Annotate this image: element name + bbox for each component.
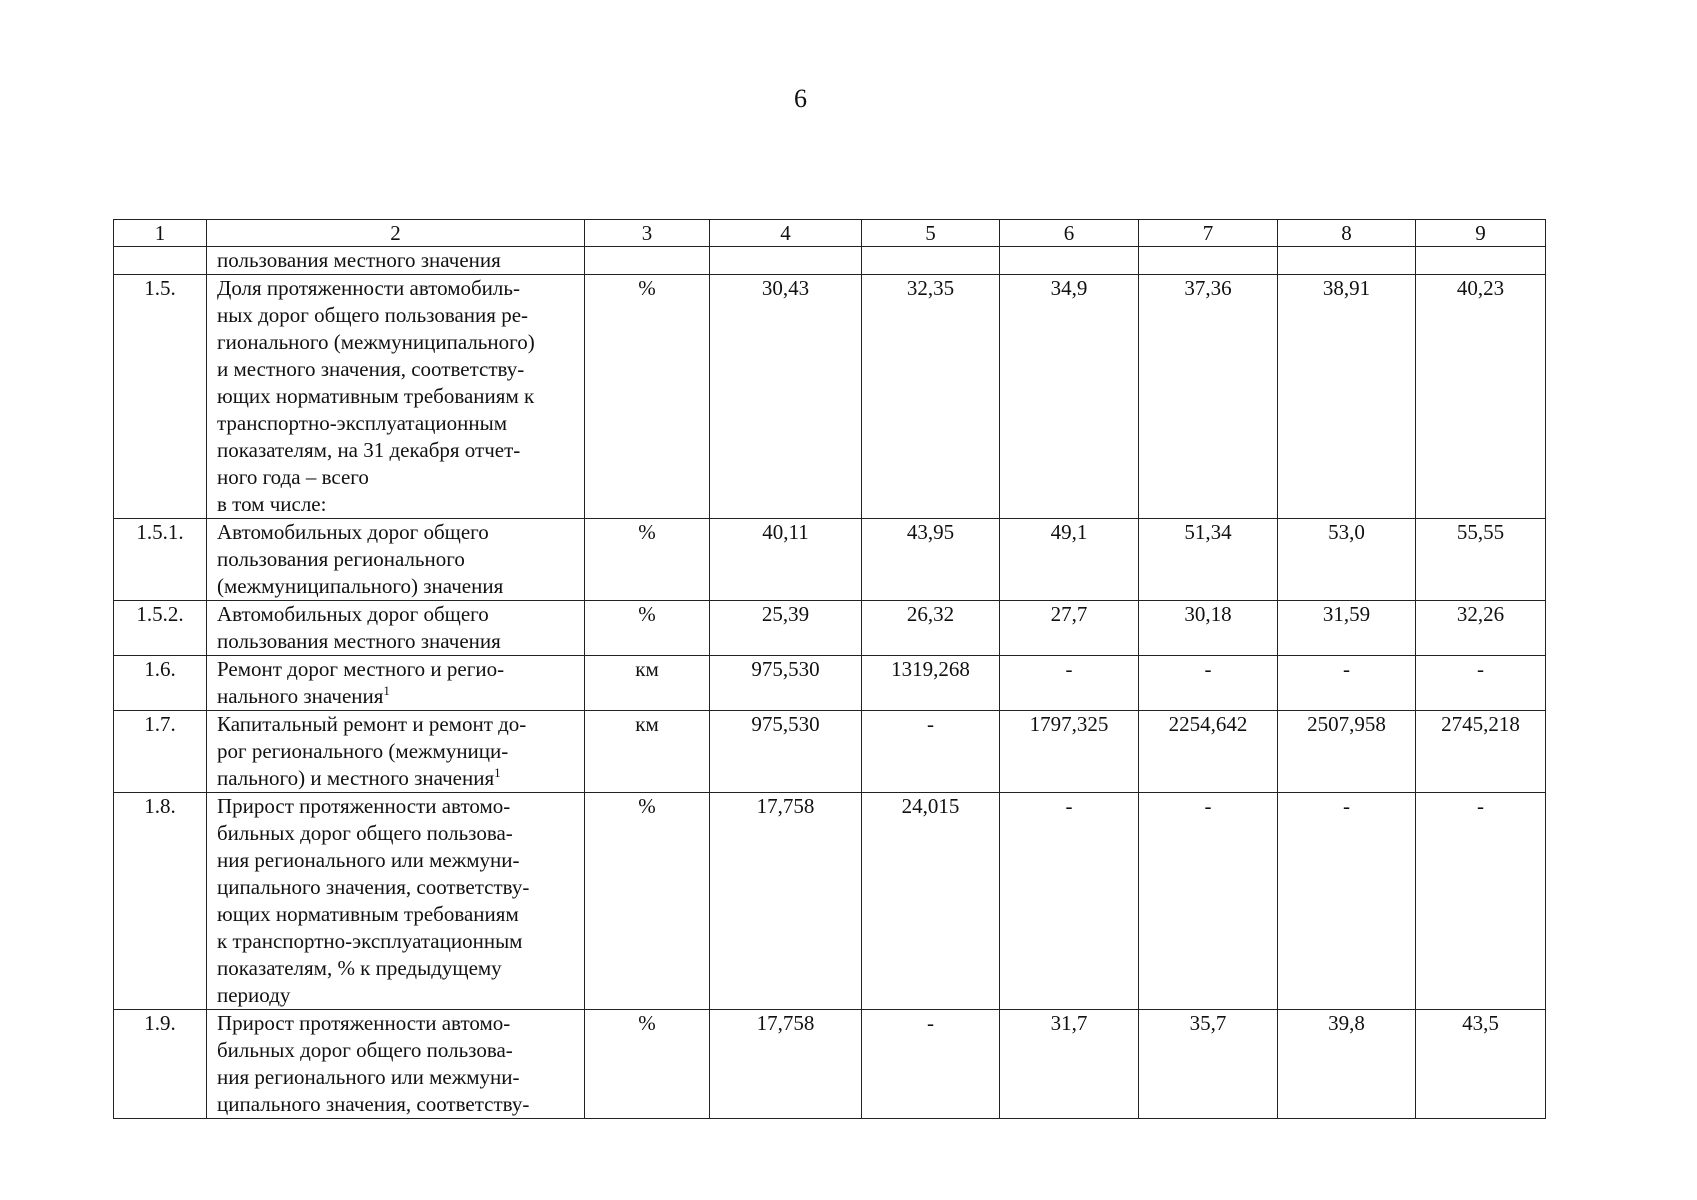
table-header-row [114,220,1546,247]
value-col-6: 49,1 [1000,519,1139,601]
table-row [114,1010,1546,1119]
header-cell: 9 [1416,220,1546,247]
value-col-7: 35,7 [1139,1010,1278,1119]
value-col-4: 975,530 [710,711,862,793]
value-col-5: 24,015 [862,793,1000,1010]
header-cell: 8 [1278,220,1416,247]
unit: % [585,1010,710,1119]
indicator-description [207,656,585,711]
value-col-4: 17,758 [710,1010,862,1119]
page-number: 6 [794,84,807,113]
table-row [114,656,1546,711]
value-col-4: 30,43 [710,275,862,519]
indicator-description [207,793,585,1010]
value-col-5: 26,32 [862,601,1000,656]
row-number: 1.5. [114,275,207,519]
value-col-8: - [1278,793,1416,1010]
value-col-5: 43,95 [862,519,1000,601]
value-col-5: - [862,711,1000,793]
description-text: Автомобильных дорог общего пользования регионального (межмуниципального) значения [217,520,504,598]
value-col-9: - [1416,656,1546,711]
value-col-4 [710,247,862,275]
unit: % [585,793,710,1010]
header-cell: 2 [207,220,585,247]
table-row [114,519,1546,601]
value-col-9: 55,55 [1416,519,1546,601]
value-col-5 [862,247,1000,275]
unit [585,247,710,275]
table-row [114,275,1546,519]
value-col-7: 37,36 [1139,275,1278,519]
value-col-7: 51,34 [1139,519,1278,601]
value-col-8: 53,0 [1278,519,1416,601]
indicator-description [207,711,585,793]
value-col-6: 31,7 [1000,1010,1139,1119]
value-col-6: 34,9 [1000,275,1139,519]
value-col-9: 40,23 [1416,275,1546,519]
value-col-8: 38,91 [1278,275,1416,519]
value-col-9 [1416,247,1546,275]
indicator-description [207,601,585,656]
row-number: 1.8. [114,793,207,1010]
description-text: Автомобильных дорог общего пользования местного значения [217,602,501,653]
header-cell: 3 [585,220,710,247]
header-cell: 5 [862,220,1000,247]
table-row [114,711,1546,793]
footnote-marker: 1 [494,765,501,780]
unit: % [585,275,710,519]
row-number: 1.6. [114,656,207,711]
value-col-7: - [1139,793,1278,1010]
row-number: 1.5.1. [114,519,207,601]
value-col-8: 2507,958 [1278,711,1416,793]
value-col-9: 2745,218 [1416,711,1546,793]
value-col-9: 43,5 [1416,1010,1546,1119]
value-col-5: 1319,268 [862,656,1000,711]
value-col-8 [1278,247,1416,275]
table-row [114,601,1546,656]
value-col-8: 31,59 [1278,601,1416,656]
unit: км [585,656,710,711]
table-row [114,793,1546,1010]
header-cell: 7 [1139,220,1278,247]
description-text: Капитальный ремонт и ремонт до- рог регионального (межмуници- пального) и местного значения [217,712,527,790]
value-col-4: 17,758 [710,793,862,1010]
row-number: 1.5.2. [114,601,207,656]
value-col-5: 32,35 [862,275,1000,519]
indicators-table [113,219,1546,1119]
description-text: Прирост протяженности автомо- бильных дорог общего пользова- ния регионального или межмуни- ципального значения, соответству- ющих нормативным требованиям к транспортно-эксплуатационным показателям, % к предыдущему периоду [217,794,530,1007]
value-col-4: 975,530 [710,656,862,711]
footnote-marker: 1 [383,683,390,698]
description-text: Ремонт дорог местного и регио- нального значения [217,657,505,708]
row-number: 1.9. [114,1010,207,1119]
header-cell: 6 [1000,220,1139,247]
row-number [114,247,207,275]
value-col-6 [1000,247,1139,275]
value-col-9: 32,26 [1416,601,1546,656]
value-col-6: - [1000,793,1139,1010]
description-text: Прирост протяженности автомо- бильных дорог общего пользова- ния регионального или межмуни- ципального значения, соответству- [217,1011,530,1116]
indicator-description [207,1010,585,1119]
unit: % [585,601,710,656]
value-col-8: 39,8 [1278,1010,1416,1119]
value-col-4: 40,11 [710,519,862,601]
value-col-6: 27,7 [1000,601,1139,656]
row-number: 1.7. [114,711,207,793]
indicator-description [207,247,585,275]
value-col-7 [1139,247,1278,275]
value-col-7: 30,18 [1139,601,1278,656]
header-cell: 1 [114,220,207,247]
table-row [114,247,1546,275]
indicator-description [207,275,585,519]
description-text: пользования местного значения [217,248,501,272]
value-col-9: - [1416,793,1546,1010]
unit: % [585,519,710,601]
value-col-4: 25,39 [710,601,862,656]
value-col-6: - [1000,656,1139,711]
value-col-8: - [1278,656,1416,711]
unit: км [585,711,710,793]
value-col-7: 2254,642 [1139,711,1278,793]
value-col-5: - [862,1010,1000,1119]
value-col-6: 1797,325 [1000,711,1139,793]
indicator-description [207,519,585,601]
description-text: Доля протяженности автомобиль- ных дорог общего пользования ре- гионального (межмуниципального) и местного значения, соответству- ющих нормативным требованиям к транспортно-эксплуатационным показателям, на 31 декабря отчет- ного года – всего в том числе: [217,276,535,516]
header-cell: 4 [710,220,862,247]
value-col-7: - [1139,656,1278,711]
